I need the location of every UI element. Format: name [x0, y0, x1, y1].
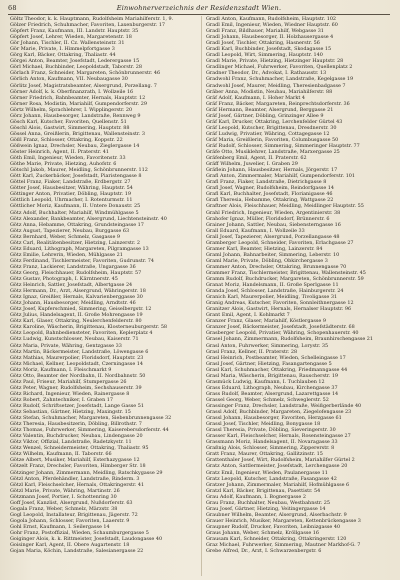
directory-entry: Gramer Karl, Beamter, Hietzing, Lainzerstr. 84	[206, 245, 323, 252]
directory-entry: Graupner Rudolf, Drucker, Favoriten, Leibnizgasse 40	[206, 523, 341, 530]
directory-entry: Gramm Rudolf, Buchdrucker, Margareten, Schönbrunnerstr. 59	[206, 276, 364, 283]
directory-entry: Grammer Anton, Drechsler, Ottakring, Brunnengasse 70	[206, 263, 347, 270]
directory-entry: Grattenthaler Josef, Wirt, Rudolfsheim, Mariahilfer Gürtel 2	[206, 457, 355, 464]
directory-entry: Gratt Franz, Maurer, Ottakring, Gallitzinstr. 15	[206, 451, 323, 458]
directory-entry: Grammer Franz, Tischlermeister, Brigittenau, Wallensteinstr. 45	[206, 269, 366, 276]
directory-entry: Grall Eduard, Kaufmann, I. Wollzeile 33	[206, 227, 305, 234]
directory-entry: Götter Josef, Hausbesitzer, Währing, Hauptstr. 54	[10, 185, 133, 192]
directory-entry: Götz Ignaz, Greißler, Hernals, Kalvarienberggasse 30	[10, 294, 143, 301]
directory-entry: Gräf Ludwig, Privatier, Währing, Cottagegasse 12	[206, 130, 330, 137]
directory-entry: Götz Karoline, Wäscherin, Brigittenau, Klosterneuburgerstr. 58	[10, 324, 168, 331]
directory-entry: Götz Robert, Zahntechniker, I. Graben 17	[10, 396, 114, 403]
directory-entry: Graubner Wilhelm, Beamter, Alsergrund, Alserbachstr. 9	[206, 511, 347, 518]
directory-entry: Gräf Hermann, Beamter, Alsergrund, Berggasse 21	[206, 106, 334, 113]
directory-entry: Goisinger Karl, Agent, II. Obere Augartenstr. 18	[10, 542, 130, 549]
directory-entry: Götzl Marie, Private, Währing, Martinstr. 26	[10, 487, 120, 494]
directory-entry: Gräf Karl, Drucker, Ottakring, Lerchenfelder Gürtel 43	[206, 118, 343, 125]
directory-entry: Götz Adolf, Buchhalter, Mariahilf, Windmühlgasse 5	[10, 209, 139, 216]
directory-entry: Grassmann Moriz, Handelsagent, II. Novaragasse 33	[206, 439, 338, 446]
directory-entry: Grasl Josef, Gärtner, Hietzing, Fasangartengasse 5	[206, 360, 332, 367]
directory-entry: Götz Viktor, Offizial, Landstraße, Radetzkystr. 11	[10, 439, 132, 446]
directory-entry: Götschl Jakob, Maurer, Meidling, Schönbrunnerstr. 112	[10, 167, 148, 174]
directory-entry: Grafl Theresia, Hebamme, Ottakring, Wattgasse 22	[206, 197, 334, 204]
directory-entry: Götz Johann, Hausbesorger, Meidling, Arndtstr. 46	[10, 300, 136, 307]
directory-entry: Gräfe Otto, Musiklehrer, Landstraße, Marxergasse 25	[206, 149, 340, 156]
directory-entry: Granitzer Alois, Gastwirt, Hernals, Hernalser Hauptstr. 96	[206, 306, 352, 313]
directory-entry: Göttinger Anton, Privatier, Döbling, Hauptstr. 19	[10, 191, 132, 198]
directory-entry: Granzer Josef, Bäckermeister, Josefstadt, Josefstädterstr. 68	[206, 324, 355, 331]
directory-entry: Götz Peter, Wagner, Rudolfsheim, Sechshauserstr. 39	[10, 384, 142, 391]
directory-entry: Göth Emil, Ingenieur, Wieden, Favoritenstr. 33	[10, 155, 126, 162]
directory-entry: Götz Moriz, Kaufmann, I. Fleischmarkt 9	[10, 366, 112, 373]
directory-entry: Görner Adolf, k. k. Oberfinanzrath, I. Wollzeile 16	[10, 88, 134, 95]
directory-entry: Grasser Karl, Fleischselcher, Hernals, Rosensteingasse 27	[206, 433, 351, 440]
directory-entry: Gradwohl Josef, Maurer, Meidling, Theresienbadgasse 7	[206, 82, 346, 89]
directory-entry: Götz Wilhelm, Kaufmann, II. Taborstr. 66	[10, 451, 112, 458]
directory-entry: Götzinger Johann, Zimmermann, Meidling, Ratschkygasse 29	[10, 469, 163, 476]
directory-entry: Grasl Maria, Wäscherin, Brigittenau, Rauscherstr. 19	[206, 372, 339, 379]
directory-entry: Grau Adolf, Kaufmann, I. Bognergasse 2	[206, 493, 306, 500]
directory-entry: Grahl Friedrich, Ingenieur, Wieden, Argentinierstr. 38	[206, 209, 341, 216]
directory-entry: Götzmann Josef, Portier, I. Schottenring 30	[10, 493, 117, 500]
directory-entry: Grall Josef, Tapezierer, Alsergrund, Porzellangasse 48	[206, 233, 340, 240]
header-rule	[8, 14, 390, 15]
directory-entry: Gräf Josef, Gärtner, Döbling, Grinzinger Allee 9	[206, 112, 324, 119]
directory-entry: Gohr Franz, Postoffizial, Wieden, Schaumburgergasse 5	[10, 529, 149, 536]
directory-entry: Götz Josef, Kupferschmied, Simmering, Geiselbergstr. 12	[10, 306, 152, 313]
directory-entry: Grau Franz, Buchhalter, Neubau, Westbahnstr. 25	[206, 499, 330, 506]
directory-entry: Grainer Johann, Sattler, Neubau, Siebensterngasse 16	[206, 221, 341, 228]
directory-entry: Götz Anna, Hebamme, Ottakring, Grundsteingasse 17	[10, 221, 144, 228]
directory-entry: Grahofer Ignaz, Müller, Floridsdorf, Brünnerstr. 6	[206, 215, 330, 222]
directory-entry: Görl Michael, Buchbinder, Leopoldstadt, Taborstr. 28	[10, 64, 142, 71]
directory-entry: Götz Carl, Realitätenbesitzer, Hietzing, Lainzerstr. 2	[10, 239, 140, 246]
directory-entry: Gradl Marie, Private, Hietzing, Hietzinger Hauptstr. 28	[206, 58, 344, 65]
directory-entry: Gradl Johann, Hausbesorger, II. Holzhausergasse 4	[206, 34, 334, 41]
directory-entry: Götz Julius, Handelsagent, II. Große Mohrengasse 19	[10, 312, 143, 319]
directory-entry: Granich Karl, Maurerpolier, Meidling, Tivoligasse 31	[206, 294, 338, 301]
directory-entry: Gößl Franz, Schlosser, Ottakring, Koppstr. 22	[10, 136, 123, 143]
directory-entry: Götzl Karl, Fleischselcher, Hernals, Ottakringerstr. 41	[10, 481, 145, 488]
directory-entry: Gradwohl Franz, Schuhmacher, Landstraße, Kegelgasse 19	[206, 76, 354, 83]
directory-entry: Gräfenberg Emil, Agent, II. Praterstr. 62	[206, 155, 307, 162]
directory-entry: Graßnig Alois, Schlosser, Simmering, Zippererstr. 8	[206, 445, 335, 452]
directory-entry: Götz Martin, Bäckermeister, Landstraße, Löwengasse 6	[10, 348, 149, 355]
directory-entry: Götz Georg, Fleischhauer, Rudolfsheim, Hauptstr. 57	[10, 269, 142, 276]
directory-entry: Göpfert Franz, Kaufmann, III. Landstr. Hauptstr. 35	[10, 28, 139, 35]
directory-entry: Gräf Leopold, Kutscher, Brigittenau, Dresdnerstr. 30	[206, 124, 337, 131]
directory-entry: Grauer Heinrich, Musiker, Margareten, Kettenbrückengasse 3	[206, 517, 361, 524]
directory-entry: Götz Stefan, Schuhmacher, Margareten, Siebenbrunnengasse 32	[10, 415, 172, 422]
directory-entry: Götz Theresia, Hausbesitzerin, Döbling, Billrothstr. 7	[10, 421, 142, 428]
directory-entry: Grasmück Ludwig, Kaufmann, I. Tuchlauben 12	[206, 378, 325, 385]
directory-entry: Götz Ferdinand, Tischlermeister, Favoriten, Gudrunstr. 74	[10, 257, 154, 264]
directory-entry: Görgei Anton, Beamter, Josefstadt, Lederergasse 15	[10, 58, 140, 65]
directory-entry: Gölzer Friedrich, Schuhmacher, Favoriten, Laxenburgerstr. 17	[10, 22, 166, 29]
directory-entry: Goiginger Alois, k. k. Rittmeister, Josefstadt, Laudongasse 40	[10, 536, 163, 543]
directory-entry: Götze Albert, Musiker, Mariahilf, Esterhazygasse 12	[10, 457, 140, 464]
directory-entry: Graftner Alois, Fleischhauer, Meidling, Meidlinger Hauptstr. 55	[206, 203, 364, 210]
directory-entry: Götz Alexander, Bankbeamter, Alsergrund, Liechtensteinstr. 40	[10, 215, 167, 222]
directory-entry: Graml Marie, Private, Döbling, Obkirchergasse 3	[206, 257, 328, 264]
directory-entry: Gör Johann, Tischler, II. Cz. Wallensteinstr. 31	[10, 40, 125, 47]
directory-entry: Granig Andreas, Kutscher, Favoriten, Sonnleithnergasse 12	[206, 300, 354, 307]
directory-entry: Görlitz Josef, Magistratsbeamter, Alsergrund, Porzellang. 7	[10, 82, 157, 89]
directory-entry: Gradlinger Michael, Fuhrwerker, Favoriten, Quellenplatz 2	[206, 64, 353, 71]
directory-entry: Göpfert Josef, Lehrer, Wieden, Margaretenstr. 18	[10, 34, 132, 41]
directory-entry: Gratz Emil, Ingenieur, Wieden, Paulanergasse 11	[206, 469, 328, 476]
directory-entry: Götz Eduard, Lithograph, Margareten, Pilgramgasse 13	[10, 245, 149, 252]
left-column	[10, 16, 196, 576]
directory-entry: Gradl Leopold, Wirt, Simmering, Hauptstr. 140	[206, 52, 323, 59]
directory-entry: Graz Michael, Fuhrwerker, Simmering, Mautner Markhof-G. 7	[206, 542, 361, 549]
directory-entry: Gräf Adolf, Kaufmann, I. Hoher Markt 4	[206, 94, 305, 101]
directory-entry: Göster Heinrich, Agent, II. Praterstr. 41	[10, 149, 109, 156]
directory-entry: Göttel Franz, Fiaker, Landstraße, Erdbergstr. 27	[10, 179, 131, 186]
directory-entry: Grasel Johann, Zimmermann, Rudolfsheim, Braunhirschengasse 21	[206, 336, 374, 343]
page-number: 68	[8, 4, 17, 12]
directory-entry: Gratz Anton, Sattlermeister, Josefstadt, Lerchengasse 20	[206, 463, 348, 470]
directory-entry: Götz Bernhard, Weber, Schmelz, Gasgasse 9	[10, 233, 121, 240]
directory-entry: Gratzl Karl, Bäcker, Brigittenau, Pasettistr. 54	[206, 487, 321, 494]
directory-entry: Gör Marie, Private, I. Himmelpfortgasse 3	[10, 46, 115, 53]
directory-entry: Görner Rosa, Modistin, Mariahilf, Gumpendorferstr. 29	[10, 100, 147, 107]
directory-entry: Grafl Josef, Wagner, Rudolfsheim, Reindorfgasse 14	[206, 185, 335, 192]
directory-columns	[10, 16, 392, 576]
directory-entry: Görlich Anton, Kaufmann, VII. Neubaugasse 30	[10, 76, 128, 83]
directory-entry: Götz Wenzel, Schneidermeister, Ottakring, Thaliastr. 95	[10, 445, 149, 452]
directory-entry: Görz Johann, Hausbesorger, Landstraße, Rennweg 9	[10, 112, 141, 119]
directory-entry: Götz Hermann, Dr., Arzt, Alsergrund, Währingerstr. 18	[10, 288, 146, 295]
directory-entry: Grafl Franz, Fiaker, Landstraße, Dietrichgasse 8	[206, 179, 327, 186]
directory-entry: Grassel Georg, Weber, Schmelz, Schweglerstr. 52	[206, 396, 329, 403]
directory-entry: Granat Moriz, Handelsmann, II. Große Sperlgasse 11	[206, 282, 339, 289]
directory-entry: Grafl Anton, Zimmermaler, Mariahilf, Gumpendorferstr. 101	[206, 173, 356, 180]
directory-entry: Görner Friedrich, Bahnbeamter, Hernals, Hauptstr. 12	[10, 94, 146, 101]
directory-entry: Granda Josef, Schlosser, Landstraße, Hainburgerstr. 24	[206, 288, 344, 295]
directory-entry: Götz Gustav, Photograph, I. Kärntnerstr. 45	[10, 276, 118, 283]
directory-entry: Götz Leopold, Bahnbediensteter, Favoriten, Keplerplatz 4	[10, 330, 153, 337]
directory-entry: Götz Maria, Private, Währing, Gentzgasse 33	[10, 342, 122, 349]
directory-entry: Götz August, Tapezierer, Neubau, Burggasse 63	[10, 227, 130, 234]
directory-entry: Götz Richard, Ingenieur, Wieden, Rainergasse 8	[10, 390, 130, 397]
directory-entry: Gogola Johann, Schlosser, Favoriten, Laaerstr. 9	[10, 517, 130, 524]
directory-entry: Gösch Karl, Kutscher, Favoriten, Quellenstr. 51	[10, 118, 127, 125]
directory-entry: Gohl Ernst, Kaufmann, I. Seilergasse 14	[10, 523, 110, 530]
directory-entry: Götz Paul, Friseur, Mariahilf, Stumpergasse 26	[10, 378, 127, 385]
directory-entry: Götzl Anton, Pferdehändler, Landstraße, Rinderm. 3	[10, 475, 140, 482]
directory-entry: Grau Josef, Gärtner, Hietzing, Veitingergasse 14	[206, 505, 326, 512]
directory-entry: Götzelt Franz, Drechsler, Favoriten, Himberger Str. 18	[10, 463, 146, 470]
directory-entry: Gräff Wilhelm, Juwelier, I. Graben 29	[206, 161, 298, 168]
directory-entry: Götz Michael, Kellner, Leopoldstadt, Czerningasse 14	[10, 360, 143, 367]
directory-entry: Grafl Karl, Buchhalter, Josefstadt, Florianigasse 46	[206, 191, 333, 198]
directory-entry: Gradl Emil, Ingenieur, Wieden, Wiedner Hauptstr. 60	[206, 22, 338, 29]
directory-entry: Grassl Josef, Tischler, Meidling, Bonygasse 18	[206, 421, 321, 428]
directory-entry: Göttlich Leopold, Uhrmacher, I. Rotenturmstr. 11	[10, 197, 133, 204]
directory-entry: Grassl Adolf, Buchbinder, Margareten, Ziegelofengasse 23	[206, 409, 352, 416]
directory-entry: Gössel Anna, Greißlerin, Brigittenau, Wallensteinstr. 3	[10, 130, 145, 137]
directory-entry: Gräf Maria, Greißlerin, Favoriten, Columbusgasse 50	[206, 136, 339, 143]
directory-entry: Grasberger Leopold, Privatier, Währing, Schopenhauerstr. 40	[206, 330, 359, 337]
directory-entry: Götz Thomas, Fuhrwerker, Simmering, Kaiserebersdorferstr. 44	[10, 427, 169, 434]
directory-entry: Götz Sebastian, Gärtner, Hietzing, Maxingstr. 15	[10, 409, 131, 416]
directory-entry: Grassl Johann, Hausbesorger, Favoriten, Herzgasse 61	[206, 415, 342, 422]
directory-entry: Graus Johann, Weber, Schmelz, Kröllgasse 16	[206, 529, 320, 536]
directory-entry: Götz Karl, Glaser, Ottakring, Neulerchenfelderstr. 80	[10, 318, 142, 325]
directory-entry: Görtz Wilhelm, Sprachlehrer, I. Wipplingerstr. 20	[10, 106, 133, 113]
directory-entry: Gogala Franz, Weber, Schmelz, Märzstr. 38	[10, 505, 118, 512]
directory-entry: Göttlicher Moriz, Kaufmann, II. Untere Donaustr. 25	[10, 203, 141, 210]
directory-entry: Göschl Alois, Gastwirt, Simmering, Hauptstr. 88	[10, 124, 130, 131]
directory-entry: Gradl Franz, Bildhauer, Mariahilf, Webgasse 31	[206, 28, 324, 35]
directory-entry: Granzer Franz, Glaser, Mariahilf, Köstlergasse 9	[206, 318, 326, 325]
directory-entry: Grasl Karl, Schuhmacher, Ottakring, Friedmanngasse 44	[206, 366, 348, 373]
directory-entry: Gößwein Ignaz, Drechsler, Neubau, Zieglergasse 14	[10, 142, 140, 149]
directory-entry: Gradl Josef, Tischler, Ottakring, Hasnerstr. 56	[206, 40, 320, 47]
directory-entry: Grasl Anton, Fuhrwerker, Simmering, Lorystr. 35	[206, 342, 329, 349]
directory-entry: Götz Franz, Lackierer, Landstraße, Ungargasse 36	[10, 263, 136, 270]
directory-entry: Gräf Rudolf, Schlosser, Simmering, Simmeringer Hauptstr. 77	[206, 142, 360, 149]
directory-entry: Göthe Marie, Private, Hietzing, Auhofstr. 6	[10, 161, 117, 168]
directory-entry: Gräber Anna, Modistin, Neubau, Mariahilferstr. 88	[206, 88, 333, 95]
column-divider	[201, 16, 202, 576]
directory-entry: Gräflein Johann, Hausbesitzer, Hernals, Jörgerstr. 17	[206, 167, 338, 174]
directory-entry: Graml Johann, Bahnarbeiter, Simmering, Leberstr. 10	[206, 251, 340, 258]
directory-entry: Görlach Franz, Schneider, Margareten, Schönbrunnerstr. 46	[10, 70, 161, 77]
directory-entry: Gradl Karl, Buchbinder, Josefstadt, Skodagasse 15	[206, 46, 332, 53]
directory-entry: Gratzer Johann, Zimmermaler, Mariahilf, Hofmühlgasse 6	[206, 481, 350, 488]
page-header	[8, 4, 390, 14]
directory-entry: Götz Heinrich, Sattler, Josefstadt, Albertgasse 24	[10, 282, 133, 289]
directory-entry: Götz Ludwig, Kunstschlosser, Neubau, Kaiserstr. 71	[10, 336, 139, 343]
directory-entry: Grassinger Franz, Drechsler, Landstraße, Weißgerberlände 40	[206, 403, 362, 409]
directory-entry: Grausam Karl, Schneider, Ottakring, Ottakringerstr. 120	[206, 536, 347, 543]
directory-entry: Gratz Leopold, Kutscher, Landstraße, Fasangasse 42	[206, 475, 337, 482]
directory-entry: Gogl Leopold, Installateur, Brigittenau, Jägerstr. 72	[10, 511, 138, 518]
right-column	[206, 16, 392, 576]
directory-entry: Gött Karl, Zuckerbäcker, Josefstadt, Piaristengasse 8	[10, 173, 142, 180]
directory-entry: Grebe Alfred, Dr., Arzt, I. Schwarzenbergstr. 6	[206, 548, 322, 555]
directory-entry: Grass Rudolf, Beamter, Alsergrund, Lazarettgasse 14	[206, 390, 339, 397]
directory-entry: Grasl Franz, Kellner, II. Praterstr. 28	[206, 348, 298, 355]
directory-entry: Götz Mathias, Maurerpolier, Floridsdorf, Hauptstr. 23	[10, 354, 144, 361]
directory-entry: Gojan Maria, Köchin, Landstraße, Salesianergasse 22	[10, 548, 144, 555]
directory-entry: Gradl Anton, Kaufmann, Rudolfsheim, Hauptstr. 102	[206, 16, 337, 22]
directory-entry: Götz Emilie, Lehrerin, Wieden, Mühlgasse 21	[10, 251, 123, 258]
directory-entry: Götz Valentin, Buchdrucker, Neubau, Lindengasse 20	[10, 433, 143, 440]
directory-entry: Götz Rudolf, Schriftsetzer, Josefstadt, Lange Gasse 51	[10, 403, 144, 409]
directory-entry: Grant Emil, Agent, I. Kohlmarkt 7	[206, 312, 290, 319]
directory-entry: Gräf Franz, Bäcker, Margareten, Reinprechtsdorferstr. 36	[206, 100, 350, 107]
directory-entry: Grassl Theresia, Private, Döbling, Sieveringerstr. 30	[206, 427, 336, 434]
directory-entry: Goff Josef, Kanzlist, Alsergrund, Nußdorferstr. 63	[10, 499, 133, 506]
directory-entry: Götz Otto, Beamter der Nordbahn, II. Nordbahnstr. 50	[10, 372, 146, 379]
directory-entry: Grasl Heinrich, Postbeamter, Wieden, Schelleingasse 17	[206, 354, 346, 361]
directory-entry: Göltz Theodor, k. k. Hauptmann, Rudolfsheim Mariahilferstr. 1, 9.	[10, 16, 174, 22]
directory-entry: Gradner Theodor, Dr., Advokat, I. Rathausstr. 13	[206, 70, 327, 77]
directory-entry: Gramberger Leopold, Schneider, Favoriten, Erlachgasse 27	[206, 239, 354, 246]
directory-entry: Grass Eduard, Lithograph, Neubau, Kirchengasse 37	[206, 384, 338, 391]
running-title: Einwohnerverzeichnis der Residenzstadt Wien.	[116, 4, 282, 12]
directory-entry: Görg Karl, Bäcker, Ottakring, Thaliastr. 44	[10, 52, 116, 59]
